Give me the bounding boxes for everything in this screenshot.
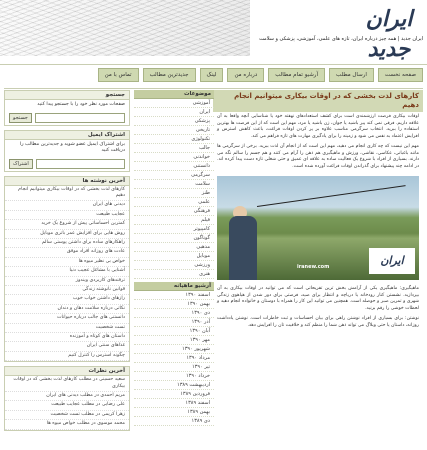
category-link[interactable]: آموزشی [134, 99, 214, 108]
category-link[interactable]: گوناگون [134, 234, 214, 243]
left-sidebar [4, 90, 130, 450]
category-link[interactable]: دانستنی [134, 162, 214, 171]
archive-link[interactable]: مهر ۱۳۹۰ [134, 336, 214, 345]
email-input[interactable] [36, 159, 125, 169]
subscribe-label: برای اشتراک ایمیل عضو شوید و جدیدترین مطالب را دریافت کنید [19, 141, 125, 153]
archive-link[interactable]: بهمن ۱۳۸۹ [134, 408, 214, 417]
archive-link[interactable]: دی ۱۳۹۰ [134, 309, 214, 318]
category-link[interactable]: کامپیوتر [134, 225, 214, 234]
archive-list [134, 291, 214, 426]
recent-post-link[interactable]: روش هایی برای افزایش عمر باتری موبایل [5, 230, 129, 239]
recent-post-link[interactable]: قوانین نانوشته زندگی [5, 286, 129, 295]
subscribe-title: اشتراک ایمیل [5, 131, 129, 140]
category-link[interactable]: علمی [134, 198, 214, 207]
recent-post-link[interactable]: خواص بی نظیر میوه ها [5, 258, 129, 267]
recent-post-link[interactable]: نکاتی درباره سلامت دهان و دندان [5, 305, 129, 314]
category-link[interactable]: جالب [134, 144, 214, 153]
recent-post-link[interactable]: کمترین احساساتی پیش از شروع یک خرید [5, 220, 129, 229]
category-link[interactable]: فیلم [134, 216, 214, 225]
recent-comments-title: آخرین نظرات [5, 367, 129, 376]
category-link[interactable]: طنز [134, 189, 214, 198]
category-link[interactable]: پزشکی [134, 117, 214, 126]
archive-link[interactable]: تیر ۱۳۹۰ [134, 363, 214, 372]
subscribe-button[interactable]: اشتراک [9, 159, 33, 169]
image-logo-badge: ایران [369, 248, 415, 274]
archive-header: آرشیو ماهیانه [134, 282, 214, 291]
nav-tab[interactable]: لینک [200, 68, 224, 82]
recent-posts-list [5, 186, 129, 362]
nav-tab[interactable]: درباره من [227, 68, 264, 82]
image-credit: iranew.com [297, 264, 330, 270]
fisherman [229, 216, 257, 280]
archive-link[interactable]: اسفند ۱۳۸۹ [134, 399, 214, 408]
recent-post-link[interactable]: داستان های کوتاه و آموزنده [5, 333, 129, 342]
recent-post-link[interactable]: دیدنی های ایران [5, 201, 129, 210]
post-image [217, 176, 419, 280]
subscribe-box [4, 130, 130, 172]
archive-link[interactable]: فروردین ۱۳۸۹ [134, 390, 214, 399]
recent-posts-title: آخرین نوشته ها [5, 177, 129, 186]
category-link[interactable]: خواندنی [134, 153, 214, 162]
search-input[interactable] [35, 113, 125, 123]
category-link[interactable]: تکنولوژی [134, 135, 214, 144]
recent-comments-list [5, 376, 129, 429]
recent-post-link[interactable]: کارهای لذت بخشی که در اوقات بیکاری میتوانیم انجام دهیم [5, 186, 129, 202]
archive-link[interactable]: شهریور ۱۳۹۰ [134, 345, 214, 354]
search-box [4, 90, 130, 126]
recent-post-link[interactable]: راهکارهای ساده برای داشتن پوستی سالم [5, 239, 129, 248]
search-title: جستجو [5, 91, 129, 100]
site-header [0, 0, 427, 65]
nav-tab[interactable]: تماس با من [98, 68, 139, 82]
post-title[interactable]: کارهای لذت بخشی که در اوقات بیکاری میتوانیم انجام دهیم [213, 90, 423, 112]
category-link[interactable]: سلامت [134, 180, 214, 189]
nav-tab[interactable]: صفحه نخست [378, 68, 423, 82]
archive-link[interactable]: خرداد ۱۳۹۰ [134, 372, 214, 381]
archive-link[interactable]: بهمن ۱۳۹۰ [134, 300, 214, 309]
recent-comment-link[interactable]: زهرا کریمی در مطلب تست شخصیت [5, 411, 129, 420]
search-row [5, 111, 129, 125]
header-art [0, 0, 250, 56]
category-link[interactable]: فرهنگی [134, 207, 214, 216]
site-tagline: ایران جدید | همه چیز درباره ایران، تازه های علمی، آموزشی، پزشکی و سلامت [259, 36, 423, 42]
recent-comment-link[interactable]: مریم احمدی در مطلب دیدنی های ایران [5, 392, 129, 401]
archive-link[interactable]: دی ۱۳۸۹ [134, 417, 214, 426]
post-paragraph: مهم این نیست که چه کاری انجام می دهید، مهم این است که از انجام آن لذت ببرید. برخی از سرگرمی ها مانند باغبانی، عکاسی، نقاشی، ورزش و ماهیگیری هم ذهن را آرام می کنند و هم جسم را سالم نگه می دارند. بسیاری از افراد با شروع یک فعالیت ساده به علاقه ای عمیق و حتی شغلی تازه دست پیدا کرده اند. در ادامه چند پیشنهاد برای گذراندن اوقات فراغت آورده شده است. [217, 144, 419, 169]
subscribe-row [5, 157, 129, 171]
recent-comment-link[interactable]: سعید حسینی در مطلب کارهای لذت بخشی که در اوقات بیکاری [5, 376, 129, 392]
search-button[interactable]: جستجو [9, 113, 32, 123]
category-link[interactable]: تاریخی [134, 126, 214, 135]
category-link[interactable]: ورزشی [134, 261, 214, 270]
nav-tab[interactable]: آرشیو تمام مطالب [268, 68, 325, 82]
category-link[interactable]: ایران [134, 108, 214, 117]
recent-post-link[interactable]: تست شخصیت [5, 324, 129, 333]
post-paragraph: ماهیگیری: ماهیگیری یکی از آرامش بخش ترین تفریحاتی است که می توانید در اوقات بیکاری به آن بپردازید. نشستن کنار رودخانه یا دریاچه و انتظار برای صید، فرصتی برای دور شدن از هیاهوی زندگی شهری و تمرین صبر و حوصله است. همچنین می توانید این کار را همراه با دوستان و خانواده انجام دهید و لحظات خوشی را رقم بزنید. [217, 286, 419, 311]
post-paragraph: اوقات بیکاری فرصت ارزشمندی است برای کشف استعدادهای نهفته خود یا شناسایی آنچه واقعا به آن علاقه داریم. فرقی نمی کند پیر باشید یا جوان، زن باشید یا مرد، مهم این است که از این فرصت ها بهترین استفاده را ببرید. انتخاب سرگرمی مناسب علاوه بر پر کردن اوقات فراغت، باعث کاهش استرس و افزایش اعتماد به نفس می شود و زمینه را برای یادگیری مهارت های تازه فراهم می کند. [217, 114, 419, 139]
recent-post-link[interactable]: غذاهای سنتی ایران [5, 342, 129, 351]
recent-posts-box [4, 176, 130, 363]
recent-comment-link[interactable]: محمد موسوی در مطلب خواص میوه ها [5, 420, 129, 429]
category-link[interactable]: هنری [134, 270, 214, 279]
recent-comments-box [4, 366, 130, 430]
category-link[interactable]: موبایل [134, 252, 214, 261]
recent-post-link[interactable]: آشنایی با مشاغل عجیب دنیا [5, 267, 129, 276]
fishing-rod [257, 185, 406, 207]
archive-link[interactable]: اردیبهشت ۱۳۸۹ [134, 381, 214, 390]
recent-post-link[interactable]: چگونه استرس را کنترل کنیم [5, 352, 129, 361]
archive-link[interactable]: اسفند ۱۳۹۰ [134, 291, 214, 300]
category-link[interactable]: سرگرمی [134, 171, 214, 180]
post-paragraph: نوشتن: برای بسیاری از افراد نوشتن راهی برای بیان احساسات و ثبت خاطرات است. نوشتن یادداشت روزانه، داستان یا حتی وبلاگ می تواند ذهن شما را منظم کند و خلاقیت تان را افزایش دهد. [217, 316, 419, 328]
site-logo[interactable]: ایران جدید [365, 6, 413, 62]
categories-header: موضوعات [134, 90, 214, 99]
archive-link[interactable]: مرداد ۱۳۹۰ [134, 354, 214, 363]
nav-tab[interactable]: ارسال مطلب [329, 68, 374, 82]
recent-comment-link[interactable]: علی رضایی در مطلب عجایب طبیعت [5, 401, 129, 410]
archive-link[interactable]: آبان ۱۳۹۰ [134, 327, 214, 336]
category-list [134, 99, 214, 279]
recent-post-link[interactable]: عادت های روزانه افراد موفق [5, 248, 129, 257]
archive-link[interactable]: آذر ۱۳۹۰ [134, 318, 214, 327]
recent-post-link[interactable]: دانستنی های جالب درباره حیوانات [5, 314, 129, 323]
category-link[interactable]: مذهبی [134, 243, 214, 252]
nav-tab[interactable]: جدیدترین مطالب [143, 68, 196, 82]
category-sidebar [134, 90, 214, 450]
main-navigation [4, 68, 423, 82]
recent-post-link[interactable]: رازهای داشتن خواب خوب [5, 295, 129, 304]
main-content [213, 90, 423, 450]
recent-post-link[interactable]: عجایب طبیعت [5, 211, 129, 220]
recent-post-link[interactable]: ترفندهای کاربردی ویندوز [5, 277, 129, 286]
search-label: صفحات مورد نظر خود را با جستجو پیدا کنید [37, 102, 125, 107]
